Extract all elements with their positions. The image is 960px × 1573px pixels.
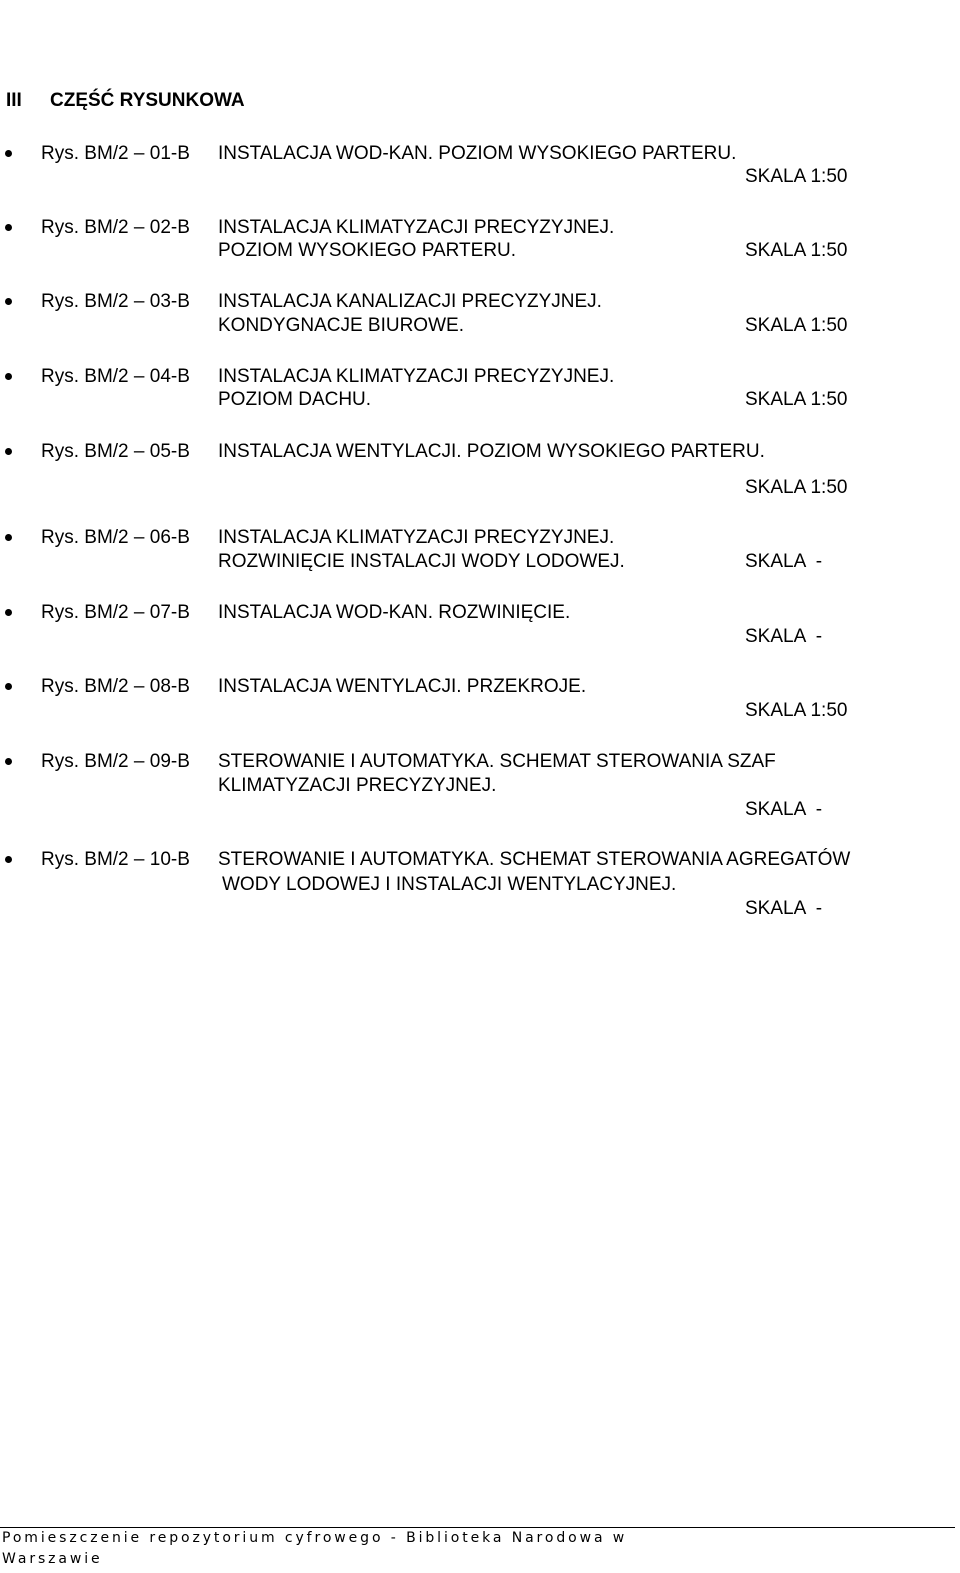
drawing-title-line2: KONDYGNACJE BIUROWE. [218, 315, 464, 336]
drawing-title-line1: INSTALACJA KLIMATYZACJI PRECYZYJNEJ. [218, 217, 615, 238]
drawing-title-line1: STEROWANIE I AUTOMATYKA. SCHEMAT STEROWANIA SZAF [218, 751, 776, 772]
drawing-title-line1: INSTALACJA KANALIZACJI PRECYZYJNEJ. [218, 291, 602, 312]
drawing-title-line2: KLIMATYZACJI PRECYZYJNEJ. [218, 775, 497, 796]
footer-text-line2: Warszawie [2, 1551, 103, 1567]
bullet-icon [5, 298, 12, 305]
drawing-scale: SKALA - [745, 898, 823, 919]
bullet-icon [5, 609, 12, 616]
bullet-icon [5, 856, 12, 863]
drawing-title-line1: INSTALACJA KLIMATYZACJI PRECYZYJNEJ. [218, 527, 615, 548]
footer-text-line1: Pomieszczenie repozytorium cyfrowego - Biblioteka Narodowa w [2, 1530, 628, 1546]
drawing-code: Rys. BM/2 – 07-B [41, 602, 190, 623]
drawing-scale: SKALA 1:50 [745, 389, 848, 410]
drawing-scale: SKALA - [745, 799, 823, 820]
drawing-title-line1: INSTALACJA WOD-KAN. ROZWINIĘCIE. [218, 602, 571, 623]
drawing-title-line1: INSTALACJA KLIMATYZACJI PRECYZYJNEJ. [218, 366, 615, 387]
drawing-scale: SKALA 1:50 [745, 700, 848, 721]
bullet-icon [5, 448, 12, 455]
drawing-title-line1: INSTALACJA WOD-KAN. POZIOM WYSOKIEGO PARTERU. [218, 143, 737, 164]
drawing-code: Rys. BM/2 – 05-B [41, 441, 190, 462]
drawing-title-line2: ROZWINIĘCIE INSTALACJI WODY LODOWEJ. [218, 551, 625, 572]
drawing-scale: SKALA 1:50 [745, 166, 848, 187]
bullet-icon [5, 758, 12, 765]
drawing-code: Rys. BM/2 – 04-B [41, 366, 190, 387]
drawing-scale: SKALA - [745, 626, 823, 647]
drawing-code: Rys. BM/2 – 03-B [41, 291, 190, 312]
drawing-code: Rys. BM/2 – 06-B [41, 527, 190, 548]
drawing-scale: SKALA - [745, 551, 823, 572]
drawing-title-line2: WODY LODOWEJ I INSTALACJI WENTYLACYJNEJ. [222, 874, 677, 895]
bullet-icon [5, 373, 12, 380]
bullet-icon [5, 150, 12, 157]
drawing-scale: SKALA 1:50 [745, 315, 848, 336]
drawing-code: Rys. BM/2 – 01-B [41, 143, 190, 164]
drawing-title-line2: POZIOM WYSOKIEGO PARTERU. [218, 240, 517, 261]
bullet-icon [5, 683, 12, 690]
drawing-code: Rys. BM/2 – 02-B [41, 217, 190, 238]
drawing-scale: SKALA 1:50 [745, 477, 848, 498]
drawing-title-line1: INSTALACJA WENTYLACJI. PRZEKROJE. [218, 676, 587, 697]
bullet-icon [5, 534, 12, 541]
footer-divider [0, 1527, 955, 1528]
section-title: CZĘŚĆ RYSUNKOWA [50, 90, 245, 111]
drawing-title-line1: INSTALACJA WENTYLACJI. POZIOM WYSOKIEGO PARTERU. [218, 441, 765, 462]
drawing-title-line1: STEROWANIE I AUTOMATYKA. SCHEMAT STEROWANIA AGREGATÓW [218, 849, 851, 870]
drawing-code: Rys. BM/2 – 08-B [41, 676, 190, 697]
drawing-code: Rys. BM/2 – 10-B [41, 849, 190, 870]
bullet-icon [5, 224, 12, 231]
drawing-scale: SKALA 1:50 [745, 240, 848, 261]
drawing-title-line2: POZIOM DACHU. [218, 389, 372, 410]
section-number: III [6, 90, 22, 111]
drawing-code: Rys. BM/2 – 09-B [41, 751, 190, 772]
